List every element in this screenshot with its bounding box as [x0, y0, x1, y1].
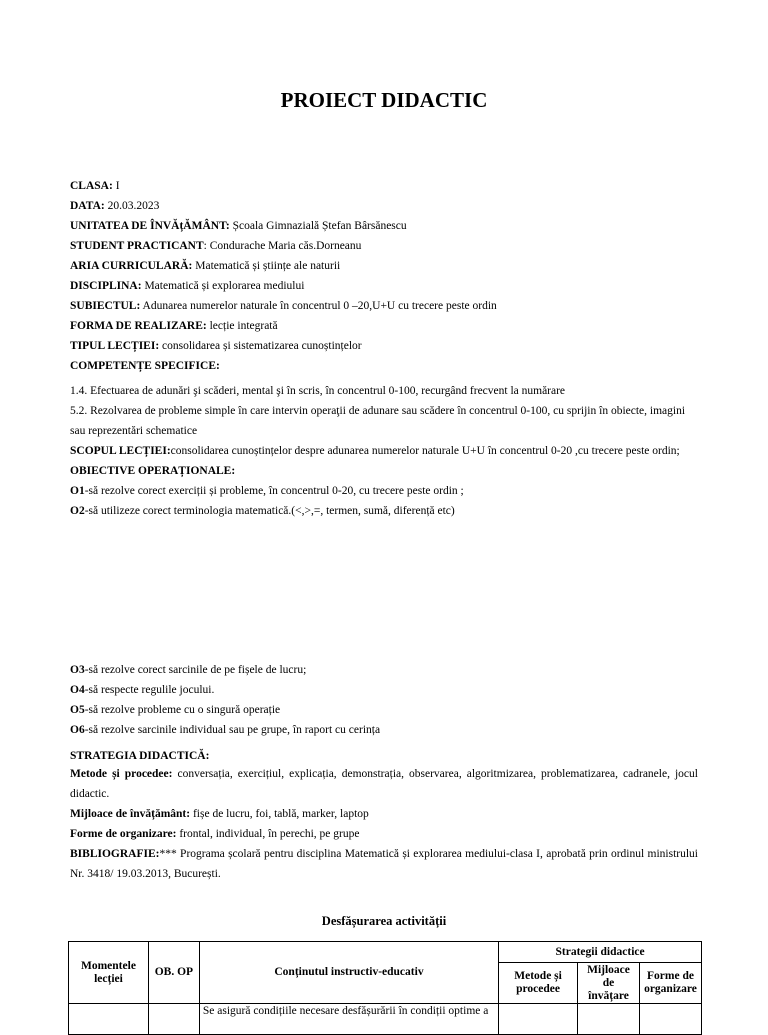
obiective-continuation — [70, 660, 698, 740]
activity-table — [68, 941, 702, 1035]
table-cell — [639, 1004, 701, 1035]
table-row — [69, 1004, 702, 1035]
field-clasa: CLASA: I — [70, 180, 120, 192]
table-cell-continut: Se asigură condițiile necesare desfășurării în condiții optime a — [199, 1004, 498, 1035]
field-subiectul: SUBIECTUL: Adunarea numerelor naturale în concentrul 0 –20,U+U cu trecere peste ordin — [70, 300, 497, 312]
header-obop: OB. OP — [148, 942, 199, 1004]
table-header-row — [69, 942, 702, 963]
competenta-item: 1.4. Efectuarea de adunări şi scăderi, mental şi în scris, în concentrul 0-100, recurgând frecvent la numărare — [70, 385, 566, 397]
competente-heading: COMPETENȚE SPECIFICE: — [70, 360, 220, 372]
header-metode: Metode și procedee — [499, 963, 578, 1004]
field-tipul: TIPUL LECȚIEI: consolidarea și sistematizarea cunoștințelor — [70, 340, 362, 352]
obiectiv-o2: O2-să utilizeze corect terminologia matematică.(<,>,=, termen, sumă, diferență etc) — [70, 505, 455, 517]
metode-procedee: Metode și procedee: conversația, exercițiul, explicația, demonstrația, observarea, algoritmizarea, problematizarea, cadranele, jocul didactic. — [70, 768, 698, 800]
field-unitatea: UNITATEA DE ÎNVĂțĂMÂNT: Școala Gimnazială Ștefan Bârsănescu — [70, 220, 407, 232]
mijloace-invatamant: Mijloace de învățământ: fișe de lucru, foi, tablă, marker, laptop — [70, 808, 369, 820]
page-title: PROIECT DIDACTIC — [280, 88, 488, 112]
table-cell — [499, 1004, 578, 1035]
header-mijloace: Mijloace de învățare — [578, 963, 640, 1004]
header-forme: Forme de organizare — [639, 963, 701, 1004]
header-strategii: Strategii didactice — [499, 942, 702, 963]
field-student: STUDENT PRACTICANT: Condurache Maria căs.Dorneanu — [70, 240, 362, 252]
obiectiv-o6: O6-să rezolve sarcinile individual sau pe grupe, în raport cu cerința — [70, 724, 381, 736]
competenta-item: 5.2. Rezolvarea de probleme simple în care intervin operaţii de adunare sau scădere în concentrul 0-100, cu sprijin în obiecte, imagini — [70, 405, 686, 417]
competente-list — [70, 381, 698, 521]
lesson-info — [70, 176, 698, 376]
obiectiv-o3: O3-să rezolve corect sarcinile de pe fișele de lucru; — [70, 664, 307, 676]
table-cell — [578, 1004, 640, 1035]
forme-organizare: Forme de organizare: frontal, individual, în perechi, pe grupe — [70, 828, 360, 840]
field-aria: ARIA CURRICULARĂ: Matematică și științe ale naturii — [70, 260, 341, 272]
competenta-item: sau reprezentări schematice — [70, 425, 198, 437]
strategia-heading: STRATEGIA DIDACTICĂ: — [70, 750, 210, 762]
strategia-didactica — [70, 748, 698, 884]
obiectiv-o4: O4-să respecte regulile jocului. — [70, 684, 215, 696]
field-forma: FORMA DE REALIZARE: lecție integrată — [70, 320, 278, 332]
table-cell — [148, 1004, 199, 1035]
bibliografie: BIBLIOGRAFIE:*** Programa școlară pentru disciplina Matematică și explorarea mediului-clasa I, aprobată prin ordinul ministrului Nr. 3418/ 19.03.2013, București. — [70, 848, 698, 880]
activity-section-title: Desfășurarea activității — [321, 914, 447, 928]
field-data: DATA: 20.03.2023 — [70, 200, 160, 212]
obiectiv-o1: O1-să rezolve corect exerciții și probleme, în concentrul 0-20, cu trecere peste ordin ; — [70, 485, 464, 497]
scopul-lectiei: SCOPUL LECȚIEI:consolidarea cunoștințelor despre adunarea numerelor naturale U+U în concentrul 0-20 ,cu trecere peste ordin; — [70, 445, 680, 457]
obiective-heading: OBIECTIVE OPERAȚIONALE: — [70, 465, 236, 477]
table-cell — [69, 1004, 149, 1035]
header-momentele: Momentele lecției — [69, 942, 149, 1004]
obiectiv-o5: O5-să rezolve probleme cu o singură operație — [70, 704, 281, 716]
field-disciplina: DISCIPLINA: Matematică și explorarea mediului — [70, 280, 305, 292]
header-continutul: Conținutul instructiv-educativ — [199, 942, 498, 1004]
